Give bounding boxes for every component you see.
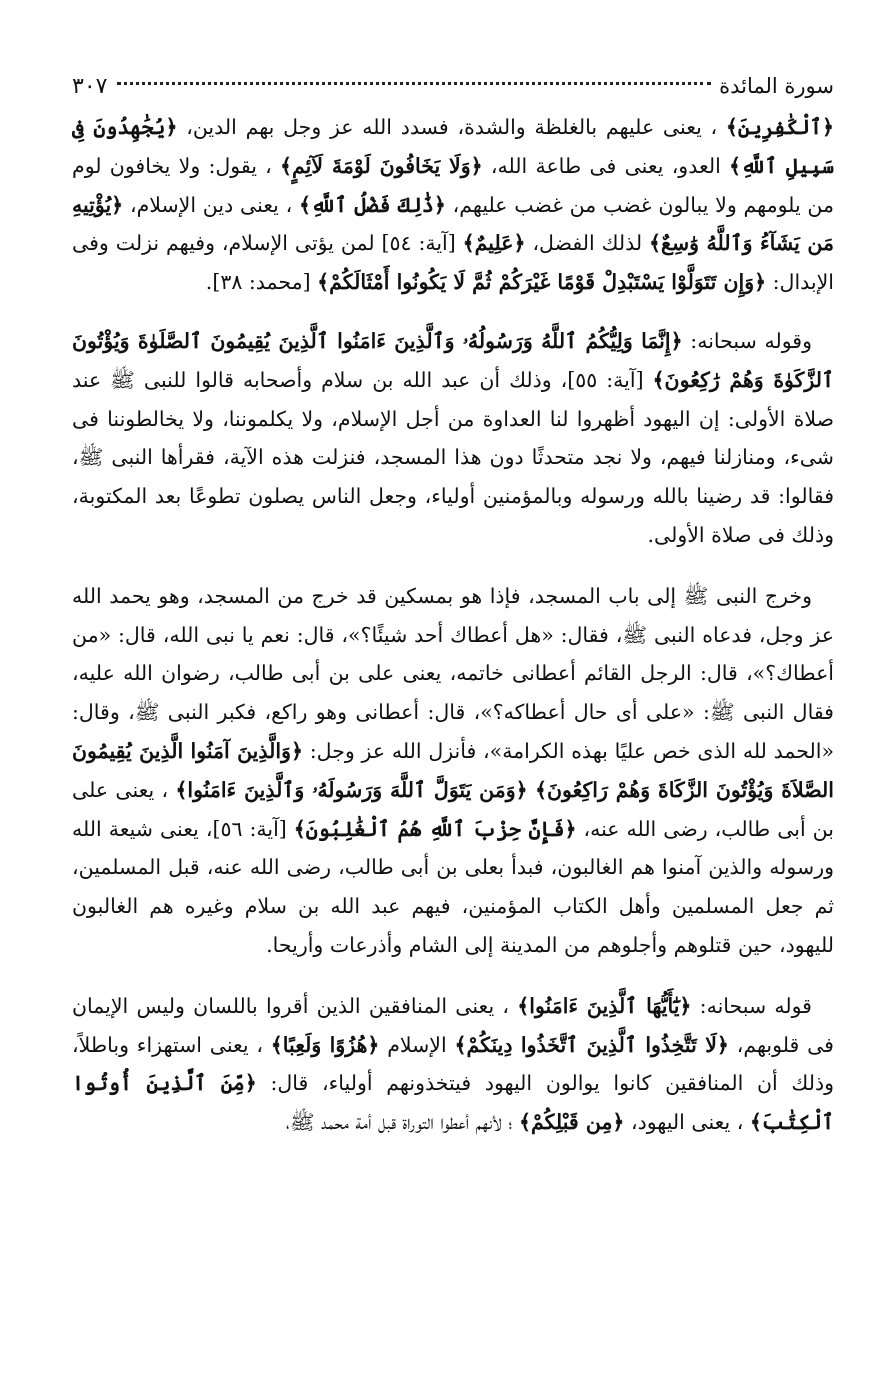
body-text: ، يعنى دين الإسلام، [123,192,299,217]
body-text: [محمد: ٣٨]. [205,270,318,295]
paragraph-3 [72,577,834,965]
quran-quote: ﴿إِنَّمَا وَلِيُّكُمُ ٱللَّهُ وَرَسُولُهُۥ وَٱلَّذِينَ ءَامَنُوا ٱلَّذِينَ يُقِيمُونَ ٱلصَّلَوٰةَ وَيُؤْتُونَ ٱلزَّكَوٰةَ وَهُمْ رَٰكِعُونَ﴾ [72,328,834,392]
quran-quote: ﴿ذَٰلِكَ فَضْلُ ٱللَّهِ﴾ [299,192,446,217]
quran-quote: ﴿يَٰٓأَيُّهَا ٱلَّذِينَ ءَامَنُوا﴾ [517,993,692,1018]
quran-quote: ﴿ٱلْكَٰفِرِينَ﴾ [725,115,835,139]
document-page [72,66,834,1142]
dotted-leader [117,82,711,85]
quran-quote: ﴿مِن قَبْلِكُمْ﴾ [518,1110,625,1135]
paragraph-4 [72,987,834,1142]
body-text: [آية: ٥٦]، يعنى شيعة الله ورسوله والذين آمنوا هم الغالبون، فبدأ بعلى بن أبى طالب، رضى الله عنه، قبل المسلمين، ثم جعل المسلمين وأهل الكتاب المؤمنين، فيهم عبد الله بن سلام وغيره هم الغالبون لليهود، حين قتلوهم وأجلوهم من المدينة إلى الشام وأذرعات وأريحا. [72,816,834,957]
quran-quote: ﴿وَمَن يَتَوَلَّ ٱللَّهَ وَرَسُولَهُۥ وَٱلَّذِينَ ءَامَنُوا﴾ [175,777,528,802]
quran-quote: ﴿هُزُوًا وَلَعِبًا﴾ [270,1032,380,1057]
body-text [528,778,535,802]
surah-title: سورة المائدة [719,74,834,98]
body-text: [آية: ٥٥]، وذلك أن عبد الله بن سلام وأصحابه قالوا للنبى ﷺ عند صلاة الأولى: إن اليهود أظهروا لنا العداوة من أجل الإسلام، ولا يكلموننا، ولا يخالطوننا فى شىء، ومنازلنا فيهم، ولا نجد متحدثًا دون هذا المسجد، فنزلت هذه الآية، فقرأها النبى ﷺ، فقالوا: قد رضينا بالله ورسوله وبالمؤمنين أولياء، وجعل الناس يصلون تطوعًا بعد المكتوبة، وذلك فى صلاة الأولى. [72,367,834,547]
page-number: ٣٠٧ [72,74,108,99]
body-text: قوله سبحانه: [691,993,812,1018]
body-text: ، يعنى اليهود، [624,1110,750,1135]
body-text: ، يعنى استهزاء وباطلاً، وذلك أن المنافقين كانوا يوالون اليهود فيتخذونهم أولياء، قال: [72,1032,834,1096]
paragraph-2 [72,322,834,555]
body-text: لذلك الفضل، [525,231,650,256]
body-text: وقوله سبحانه: [682,328,812,353]
quran-quote: ﴿عَلِيمٌ﴾ [462,231,526,256]
quran-quote: ﴿لَا تَتَّخِذُوا ٱلَّذِينَ ٱتَّخَذُوا دِينَكُمْ﴾ [454,1032,729,1057]
body-text: ، يعنى المنافقين الذين أقروا باللسان وليس الإيمان فى قلوبهم، [72,993,834,1057]
body-text: العدو، يعنى فى طاعة الله، [482,153,730,178]
quran-quote: ﴿يُجَٰهِدُونَ فِى سَبِيلِ ٱللَّهِ﴾ [72,115,834,178]
quran-quote: ﴿فَإِنَّ حِزْبَ ٱللَّهِ هُمُ ٱلْغَٰلِبُونَ﴾ [293,816,577,841]
quran-quote: ﴿وَلَا يَخَافُونَ لَوْمَةَ لَآئِمٍ﴾ [280,153,483,178]
body-text: ، يعنى عليهم بالغلظة والشدة، فسدد الله عز وجل بهم الدين، [177,115,726,139]
body-text: وخرج النبى ﷺ إلى باب المسجد، فإذا هو بمسكين قد خرج من المسجد، وهو يحمد الله عز وجل، فدعاه النبى ﷺ، فقال: «هل أعطاك أحد شيئًا؟»، قال: نعم يا نبى الله، قال: «من أعطاك؟»، قال: الرجل القائم أعطانى خاتمه، يعنى على بن أبى طالب، رضوان الله عليه، فقال النبى ﷺ: «على أى حال أعطاكه؟»، قال: أعطانى وهو راكع، فكبر النبى ﷺ، وقال: «الحمد لله الذى خص عليًا بهذه الكرامة»، فأنزل الله عز وجل: [72,583,834,763]
body-text: الإسلام [379,1032,455,1057]
running-header [72,66,834,106]
quran-quote: ﴿مِّنَ ٱلَّذِينَ أُوتُوا ٱلْكِتَٰبَ﴾ [72,1071,834,1135]
body-text: ؛ لأنهم أعطوا التوراة قبل أمة محمد ﷺ، [285,1110,519,1135]
paragraph-1 [72,108,834,302]
body-text: [آية: ٥٤] لمن يؤتى الإسلام، وفيهم نزلت وفى الإبدال: [72,231,834,295]
quran-quote: ﴿يُؤْتِيهِ مَن يَشَآءُ وَٱللَّهُ وَٰسِعٌ﴾ [72,192,834,256]
quran-quote: ﴿وَالَّذِينَ آمَنُوا الَّذِينَ يُقِيمُونَ الصَّلاَةَ وَيُؤْتُونَ الزَّكَاةَ وَهُمْ رَاكِعُونَ﴾ [72,738,834,802]
quran-quote: ﴿وَإِن تَتَوَلَّوْا يَسْتَبْدِلْ قَوْمًا غَيْرَكُمْ ثُمَّ لَا يَكُونُوا أَمْثَالَكُمْ﴾ [317,270,767,295]
body-text: ، يعنى على بن أبى طالب، رضى الله عنه، [72,777,834,841]
body-text: ، يقول: ولا يخافون لوم من يلومهم ولا يبالون غضب من غضب عليهم، [72,153,834,217]
